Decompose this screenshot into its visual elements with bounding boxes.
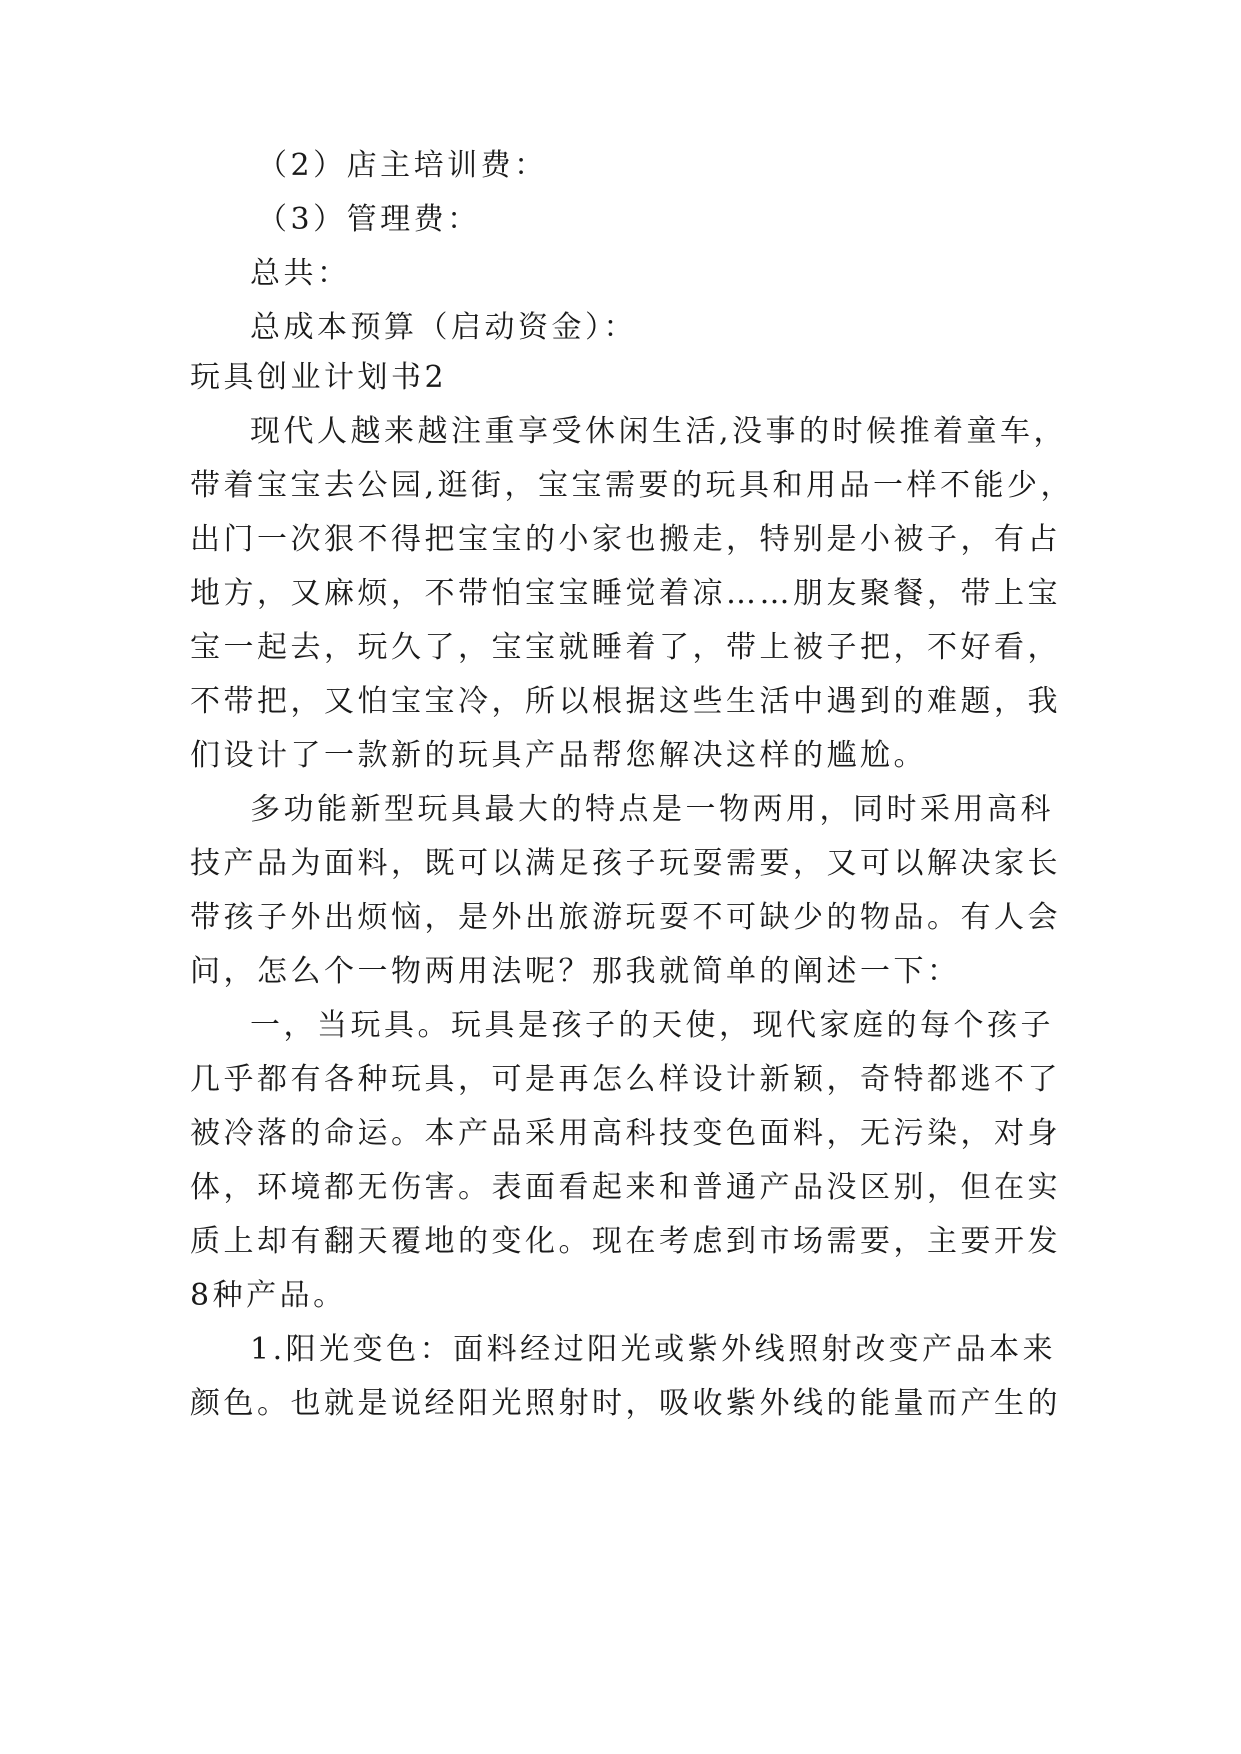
paragraph-line: 颜色。也就是说经阳光照射时，吸收紫外线的能量而产生的	[190, 1386, 1061, 1421]
paragraph-line: 们设计了一款新的玩具产品帮您解决这样的尴尬。	[190, 738, 927, 773]
paragraph-line: 被冷落的命运。本产品采用高科技变色面料，无污染，对身	[190, 1116, 1061, 1151]
paragraph-line: 问，怎么个一物两用法呢？那我就简单的阐述一下：	[190, 954, 961, 989]
paragraph-line: 多功能新型玩具最大的特点是一物两用，同时采用高科	[250, 792, 1054, 827]
paragraph-line: 几乎都有各种玩具，可是再怎么样设计新颖，奇特都逃不了	[190, 1062, 1061, 1097]
paragraph-line: 质上却有翻天覆地的变化。现在考虑到市场需要，主要开发	[190, 1224, 1061, 1259]
section-heading: 玩具创业计划书2	[190, 360, 448, 395]
paragraph-line: 带孩子外出烦恼，是外出旅游玩耍不可缺少的物品。有人会	[190, 900, 1061, 935]
item-total-cost-budget: 总成本预算（启动资金）：	[250, 310, 637, 345]
item-management-fee: （3）管理费：	[257, 202, 481, 237]
item-shop-owner-training-fee: （2）店主培训费：	[257, 148, 548, 183]
paragraph-line: 1.阳光变色：面料经过阳光或紫外线照射改变产品本来	[250, 1332, 1057, 1367]
paragraph-line: 出门一次狠不得把宝宝的小家也搬走，特别是小被子，有占	[190, 522, 1061, 557]
paragraph-line: 宝一起去，玩久了，宝宝就睡着了，带上被子把，不好看，	[190, 630, 1061, 665]
item-total: 总共：	[250, 256, 351, 291]
paragraph-line: 现代人越来越注重享受休闲生活,没事的时候推着童车，	[250, 414, 1068, 449]
paragraph-line: 技产品为面料，既可以满足孩子玩耍需要，又可以解决家长	[190, 846, 1061, 881]
paragraph-line: 一，当玩具。玩具是孩子的天使，现代家庭的每个孩子	[250, 1008, 1054, 1043]
paragraph-line: 带着宝宝去公园,逛街，宝宝需要的玩具和用品一样不能少，	[190, 468, 1075, 503]
paragraph-line: 不带把，又怕宝宝冷，所以根据这些生活中遇到的难题，我	[190, 684, 1061, 719]
paragraph-line: 8种产品。	[190, 1278, 347, 1313]
paragraph-line: 体，环境都无伤害。表面看起来和普通产品没区别，但在实	[190, 1170, 1061, 1205]
paragraph-line: 地方，又麻烦，不带怕宝宝睡觉着凉……朋友聚餐，带上宝	[190, 576, 1061, 611]
